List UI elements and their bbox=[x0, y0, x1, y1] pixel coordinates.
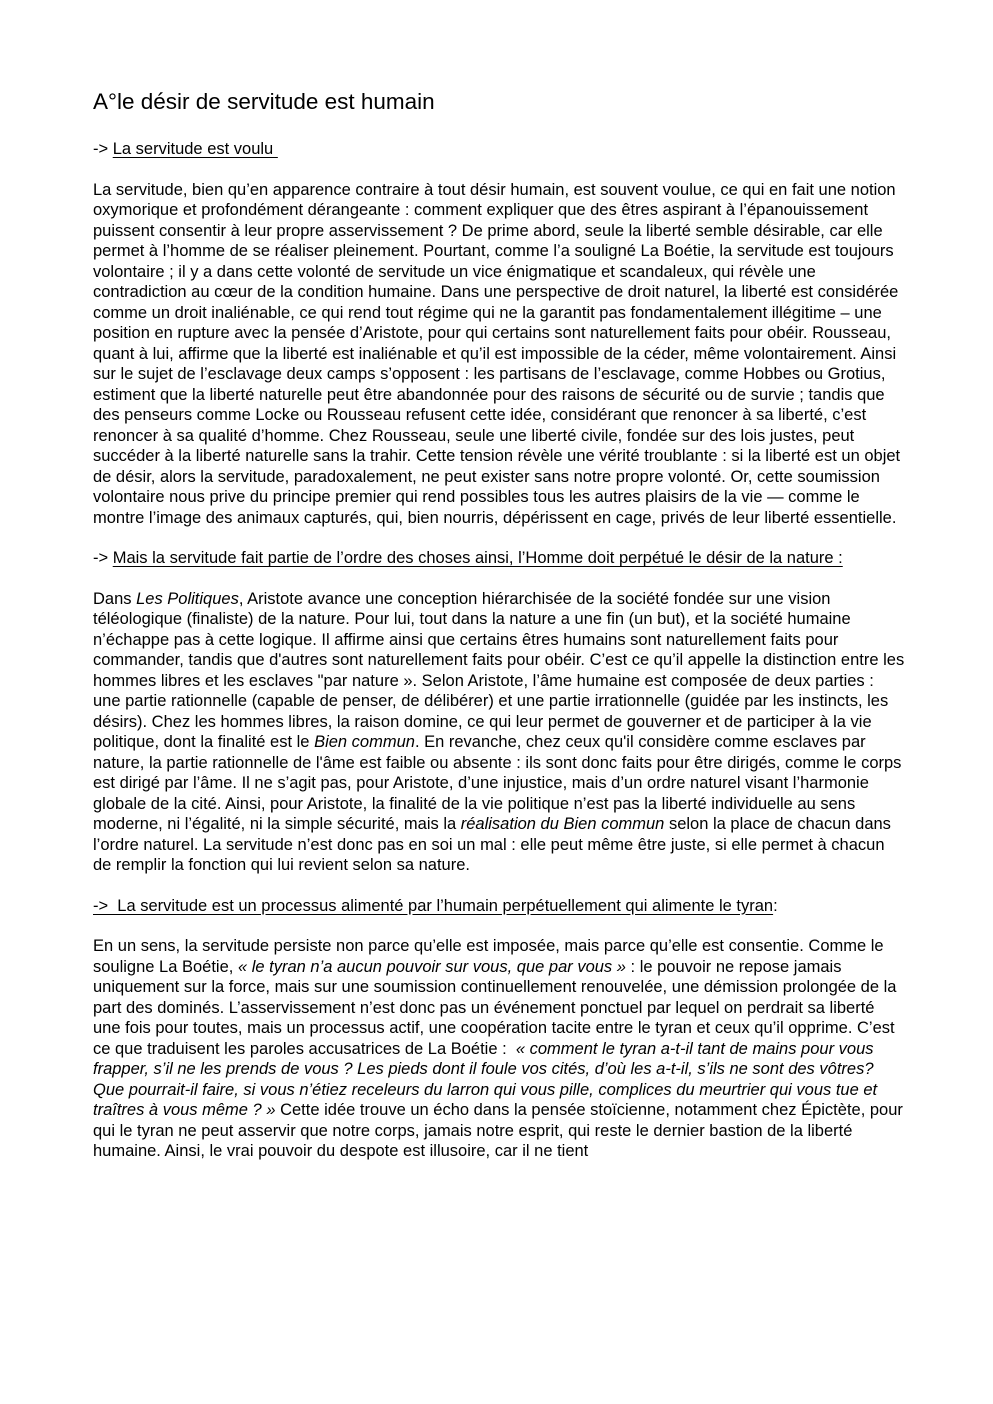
text-run: En un sens, la servitude persiste non parce qu’elle est imposée, mais parce qu’elle est consentie. Comme le souligne La Boétie, bbox=[93, 937, 889, 976]
text-run: La servitude, bien qu’en apparence contraire à tout désir humain, est souvent voulue, ce qui en fait une notion oxymorique et profondément dérangeante : comment expliquer que des êtres aspirant à l’épanouissement puissent consentir à leur propre asservissement ? De prime abord, seule la liberté semble désirable, car elle permet à l’homme de se réaliser pleinement. Pourtant, comme l’a souligné La Boétie, la servitude est toujours volontaire ; il y a dans cette volonté de servitude un vice énigmatique et scandaleux, qui révèle une contradiction au cœur de la condition humaine. Dans une perspective de droit naturel, la liberté est considérée comme un droit inaliénable, ce qui rend tout régime qui ne la garantit pas fondamentalement illégitime – une position en rupture avec la pensée d’Aristote, pour qui certains sont naturellement faits pour obéir. Rousseau, quant à lui, affirme que la liberté est inaliénable et qu’il est impossible de la céder, même volontairement. Ainsi sur le sujet de l’esclavage deux camps s’opposent : les partisans de l’esclavage, comme Hobbes ou Grotius, estiment que la liberté naturelle peut être abandonnée pour des raisons de sécurité ou de survie ; tandis que des penseurs comme Locke ou Rousseau refusent cette idée, considérant que renoncer à sa liberté, c’est renoncer à sa qualité d’homme. Chez Rousseau, seule une liberté civile, fondée sur des lois justes, peut succéder à la liberté naturelle sans la trahir. Cette tension révèle une vérité troublante : si la liberté est un objet de désir, alors la servitude, paradoxalement, ne peut exister sans notre propre volonté. Or, cette soumission volontaire nous prive du principe premier qui rend possibles tous les autres plaisirs de la vie — comme le montre l’image des animaux capturés, qui, bien nourris, dépérissent en cage, privés de leur liberté essentielle. bbox=[93, 180, 905, 527]
section-paragraph-servitude-voulue bbox=[93, 180, 905, 529]
text-run: réalisation du Bien commun bbox=[460, 815, 665, 833]
text-run: selon la place de chacun dans l’ordre naturel. La servitude n’est donc pas en soi un mal : elle peut même être juste, si elle permet à chacun de remplir la fonction qui lui revient selon sa nature. bbox=[93, 815, 896, 874]
section-paragraph-la-boetie bbox=[93, 936, 908, 1162]
text-run: « comment le tyran a-t-il tant de mains pour vous frapper, s’il ne les prends de vous ? Les pieds dont il foule vos cités, d’où les a-t-il, s’ils ne sont des vôtres? Que pourrait-il faire, si vous n’étiez receleurs du larron qui vous pille, complices du meurtrier qui vous tue et traîtres à vous même ? » bbox=[93, 1039, 882, 1119]
section-heading-ordre-des-choses bbox=[93, 548, 905, 569]
section-paragraph-aristote bbox=[93, 589, 909, 876]
page-title: A°le désir de servitude est humain bbox=[93, 89, 435, 114]
text-run: . En revanche, chez ceux qu'il considère comme esclaves par nature, la partie rationnelle de l'âme est faible ou absente : ils sont donc faits pour être dirigés, comme le corps est dirigé par l’âme. Il ne s’agit pas, pour Aristote, d’une injustice, mais d’un ordre naturel visant l’harmonie globale de la cité. Ainsi, pour Aristote, la finalité de la vie politique n’est pas la liberté individuelle au sens moderne, ni l’égalité, ni la simple sécurité, mais la bbox=[93, 733, 907, 833]
text-run: -> La servitude est un processus alimenté par l’humain perpétuellement qui alimente le tyran bbox=[93, 896, 774, 915]
text-run: La servitude est voulu bbox=[112, 140, 278, 158]
text-run: « le tyran n’a aucun pouvoir sur vous, que par vous » bbox=[237, 957, 626, 976]
text-run: : le pouvoir ne repose jamais uniquement sur la force, mais sur une soumission continuellement renouvelée, une démission prolongée de la part des dominés. L’asservissement n’est donc pas un événement ponctuel par lequel on perdrait sa liberté une fois pour toutes, mais un processus actif, une coopération tacite entre le tyran et ceux qu’il opprime. C’est ce que traduisent les paroles accusatrices de La Boétie : bbox=[93, 957, 902, 1058]
text-run: Cette idée trouve un écho dans la pensée stoïcienne, notamment chez Épictète, pour qui le tyran ne peut asservir que notre corps, jamais notre esprit, qui reste le dernier bastion de la liberté humaine. Ainsi, le vrai pouvoir du despote est illusoire, car il ne tient bbox=[93, 1101, 908, 1160]
text-run: -> bbox=[93, 140, 113, 158]
section-heading-servitude-voulue bbox=[93, 139, 905, 160]
text-run: Mais la servitude fait partie de l’ordre des choses ainsi, l’Homme doit perpétué le désir de la nature : bbox=[112, 549, 843, 567]
text-run: Dans bbox=[93, 589, 137, 608]
section-heading-processus-tyran bbox=[93, 896, 905, 917]
text-run: -> bbox=[93, 549, 113, 567]
text-run: : bbox=[773, 896, 778, 915]
text-run: Bien commun bbox=[314, 733, 415, 751]
text-run: Les Politiques bbox=[136, 589, 239, 608]
text-run: , Aristote avance une conception hiérarchisée de la société fondée sur une vision téléologique (finaliste) de la nature. Pour lui, tout dans la nature a une fin (un but), et la société humaine n’échappe pas à cette logique. Il affirme ainsi que certains êtres humains sont naturellement faits pour commander, tandis que d'autres sont naturellement faits pour obéir. C’est ce qu’il appelle la distinction entre les hommes libres et les esclaves "par nature ». Selon Aristote, l’âme humaine est composée de deux parties : une partie rationnelle (capable de penser, de délibérer) et une partie irrationnelle (guidée par les instincts, les désirs). Chez les hommes libres, la raison domine, ce qui leur permet de gouverner et de participer à la vie politique, dont la finalité est le bbox=[93, 589, 909, 751]
